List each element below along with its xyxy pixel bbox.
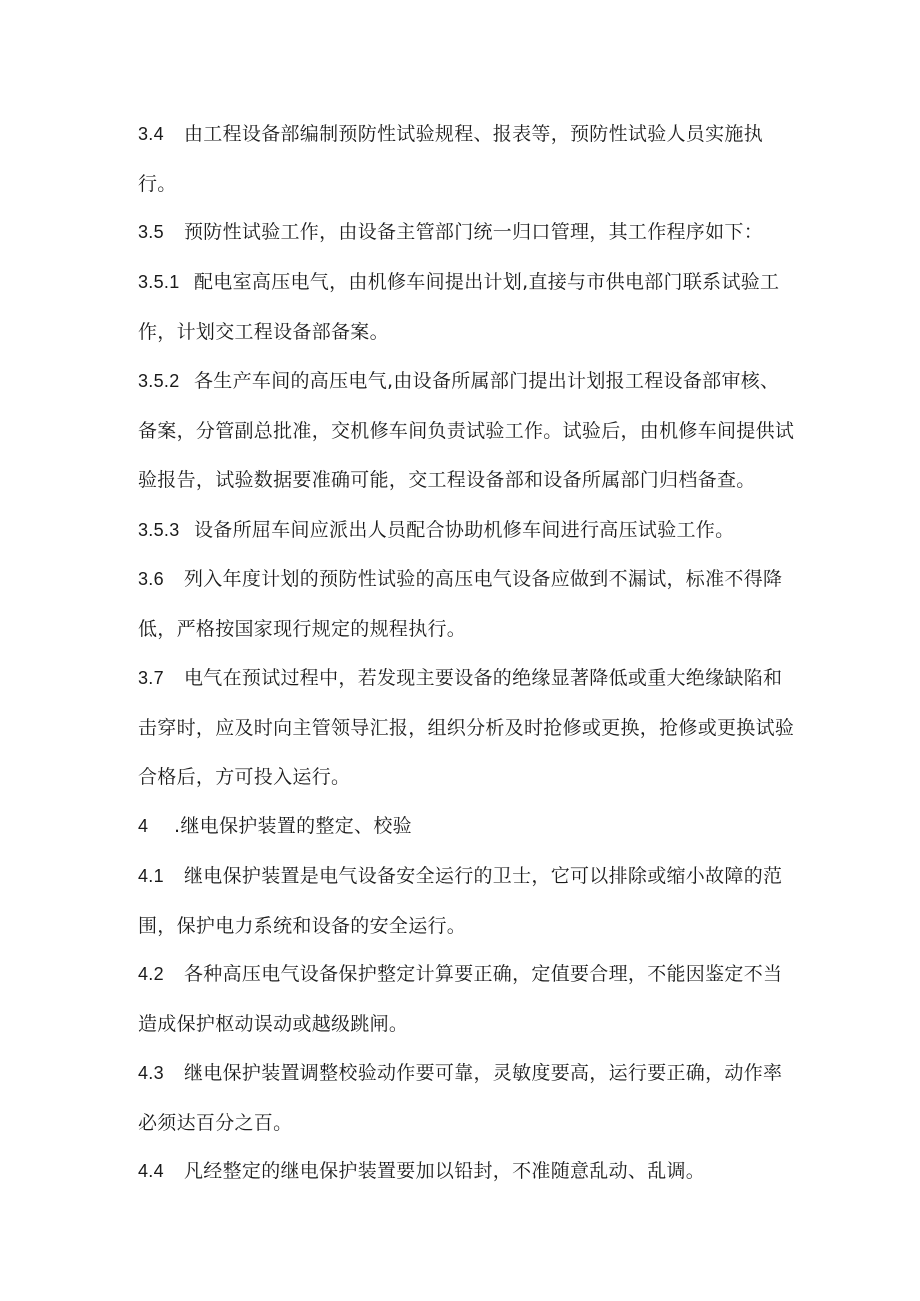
paragraph-text: 列入年度计划的预防性试验的高压电气设备应做到不漏试，标准不得降低，严格按国家现行规定的规程执行。	[138, 568, 783, 640]
paragraph-4-4	[138, 1147, 798, 1197]
section-number: 3.5	[138, 222, 164, 242]
paragraph-text: 继电保护装置是电气设备安全运行的卫士，它可以排除或缩小故障的范围，保护电力系统和设备的安全运行。	[138, 865, 783, 937]
paragraph-text: 预防性试验工作，由设备主管部门统一归口管理，其工作程序如下：	[184, 221, 764, 243]
section-number: 3.5.3	[138, 520, 180, 540]
paragraph-3-6	[138, 555, 798, 654]
paragraph-3-4	[138, 110, 798, 209]
paragraph-3-5	[138, 208, 798, 258]
paragraph-text: 继电保护装置调整校验动作要可靠，灵敏度要高，运行要正确，动作率必须达百分之百。	[138, 1062, 783, 1134]
paragraph-3-5-1	[138, 258, 798, 357]
paragraph-text: 各生产车间的高压电气,由设备所属部门提出计划报工程设备部审核、备案，分管副总批准，交机修车间负责试验工作。试验后，由机修车间提供试验报告，试验数据要准确可能，交工程设备部和设备所属部门归档备查。	[138, 370, 795, 491]
paragraph-3-7	[138, 654, 798, 803]
paragraph-4-3	[138, 1049, 798, 1148]
paragraph-3-5-2	[138, 357, 798, 506]
section-number: 3.4	[138, 124, 164, 144]
paragraph-text: 凡经整定的继电保护装置要加以铅封，不准随意乱动、乱调。	[184, 1160, 706, 1182]
paragraph-text: 由工程设备部编制预防性试验规程、报表等，预防性试验人员实施执行。	[138, 123, 764, 195]
section-number: 4	[138, 816, 149, 836]
paragraph-4-2	[138, 950, 798, 1049]
section-number: 3.7	[138, 668, 164, 688]
section-heading-text: .继电保护装置的整定、校验	[174, 815, 412, 837]
section-number: 4.2	[138, 964, 164, 984]
paragraph-3-5-3	[138, 506, 798, 556]
paragraph-text: 配电室高压电气，由机修车间提出计划,直接与市供电部门联系试验工作，计划交工程设备部备案。	[138, 271, 780, 343]
section-number: 3.5.1	[138, 272, 180, 292]
section-4-heading	[138, 802, 798, 852]
paragraph-4-1	[138, 852, 798, 951]
section-number: 3.6	[138, 569, 164, 589]
paragraph-text: 各种高压电气设备保护整定计算要正确，定值要合理，不能因鉴定不当造成保护枢动误动或越级跳闸。	[138, 963, 783, 1035]
section-number: 3.5.2	[138, 371, 180, 391]
paragraph-text: 设备所屈车间应派出人员配合协助机修车间进行高压试验工作。	[194, 519, 735, 541]
paragraph-text: 电气在预试过程中，若发现主要设备的绝缘显著降低或重大绝缘缺陷和击穿时，应及时向主管领导汇报，组织分析及时抢修或更换，抢修或更换试验合格后，方可投入运行。	[138, 667, 795, 788]
section-number: 4.4	[138, 1161, 164, 1181]
section-number: 4.1	[138, 866, 164, 886]
section-number: 4.3	[138, 1063, 164, 1083]
